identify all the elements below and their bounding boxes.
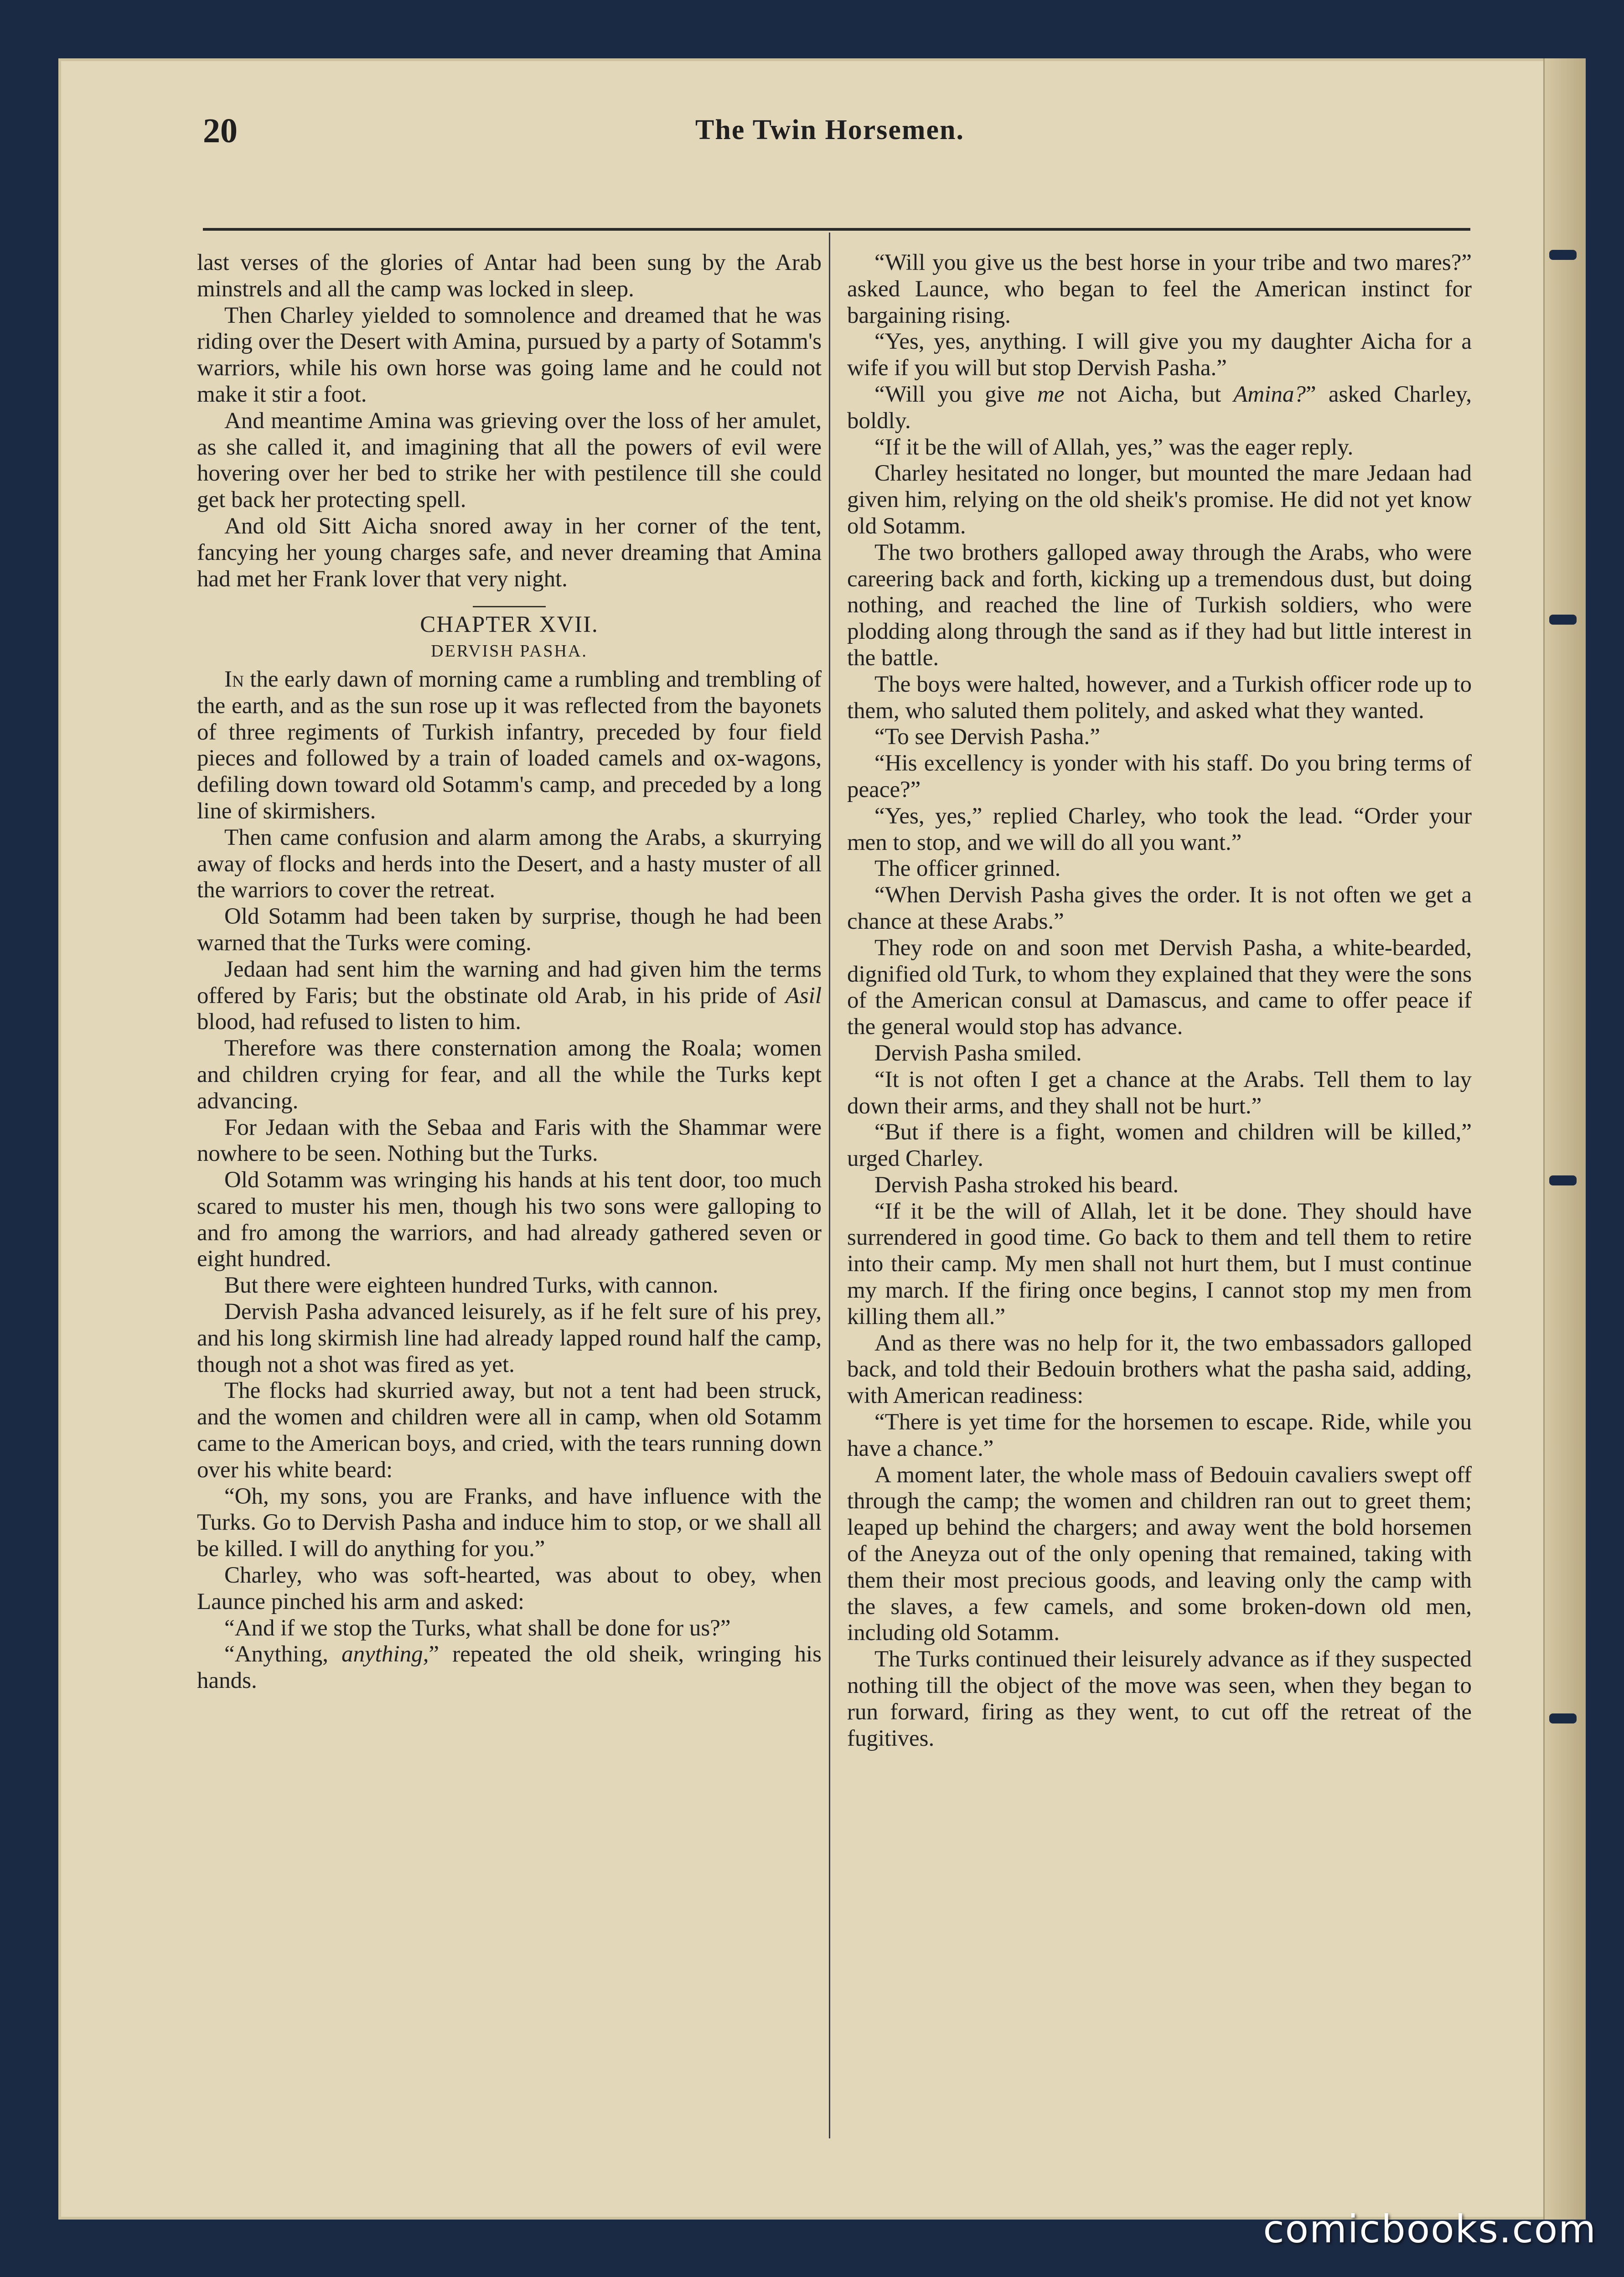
paragraph: The two brothers galloped away through the Arabs, who were careering back and forth, kicking up a tremendous dust, but doing nothing, and reached the line of Turkish soldiers, who were plodding along through the sand as if they had but little interest in the battle. — [847, 539, 1472, 671]
paragraph: “To see Dervish Pasha.” — [874, 724, 1100, 750]
paragraph: Old Sotamm was wringing his hands at his tent door, too much scared to muster his men, though his two sons were galloping to and fro among the warriors, and had already gathered seven or eight hundred. — [197, 1167, 822, 1272]
staple-mark — [1549, 250, 1577, 260]
paragraph: And as there was no help for it, the two embassadors galloped back, and told their Bedouin brothers what the pasha said, adding, with American readiness: — [847, 1330, 1472, 1409]
italic-word: me — [1037, 381, 1065, 407]
paragraph: “Yes, yes,” replied Charley, who took the lead. “Order your men to stop, and we will do all you want.” — [847, 803, 1472, 855]
paragraph-text: blood, had refused to listen to him. — [197, 1009, 522, 1035]
paragraph: “Oh, my sons, you are Franks, and have influence with the Turks. Go to Dervish Pasha and induce him to stop, or we shall all be killed. I will do anything for you.” — [197, 1483, 822, 1562]
right-column — [847, 250, 1472, 1752]
paragraph: They rode on and soon met Dervish Pasha, a white-bearded, dignified old Turk, to whom they explained that they were the sons of the American consul at Damascus, and came to offer peace if the general would stop has advance. — [847, 935, 1472, 1040]
paragraph: Then Charley yielded to somnolence and dreamed that he was riding over the Desert with Amina, pursued by a party of Sotamm's warriors, while his own horse was going lame and he could not make it stir a foot. — [197, 302, 822, 407]
paragraph — [197, 667, 822, 825]
paragraph: Old Sotamm had been taken by surprise, though he had been warned that the Turks were coming. — [197, 904, 822, 956]
site-watermark: comicbooks.com — [1263, 2207, 1597, 2251]
paragraph: The flocks had skurried away, but not a tent had been struck, and the women and children were all in camp, when old Sotamm came to the American boys, and cried, with the tears running down over his white beard: — [197, 1378, 822, 1483]
paragraph-text: “Anything, — [224, 1641, 342, 1667]
paragraph: The officer grinned. — [874, 856, 1061, 882]
paragraph: Dervish Pasha smiled. — [874, 1040, 1082, 1066]
staple-mark — [1549, 615, 1577, 625]
paragraph: Dervish Pasha advanced leisurely, as if he felt sure of his prey, and his long skirmish line had already lapped round half the camp, though not a shot was fired as yet. — [197, 1299, 822, 1377]
paragraph: “But if there is a fight, women and children will be killed,” urged Charley. — [847, 1119, 1472, 1172]
column-divider — [829, 233, 830, 2138]
chapter-title: CHAPTER XVII. — [420, 612, 599, 638]
lead-word: In — [224, 666, 244, 692]
left-column — [197, 250, 822, 1694]
paragraph: But there were eighteen hundred Turks, with cannon. — [224, 1273, 719, 1299]
paragraph — [847, 382, 1472, 435]
paragraph: Dervish Pasha stroked his beard. — [874, 1172, 1179, 1198]
paragraph: For Jedaan with the Sebaa and Faris with the Shammar were nowhere to be seen. Nothing but the Turks. — [197, 1114, 822, 1167]
chapter-heading — [197, 606, 822, 665]
paragraph: “Yes, yes, anything. I will give you my daughter Aicha for a wife if you will but stop Dervish Pasha.” — [847, 329, 1472, 381]
paragraph: The boys were halted, however, and a Turkish officer rode up to them, who saluted them politely, and asked what they wanted. — [847, 671, 1472, 724]
chapter-subtitle: DERVISH PASHA. — [431, 642, 588, 661]
staple-mark — [1549, 1713, 1577, 1723]
paragraph: “If it be the will of Allah, let it be done. They should have surrendered in good time. Go back to them and tell them to retire into their camp. My men shall not hurt them, but I must continue my march. If the firing once begins, I cannot stop my men from killing them all.” — [847, 1198, 1472, 1330]
paragraph — [197, 1641, 822, 1694]
paragraph-text: ” repeated the old sheik, wringing his hands. — [197, 1641, 822, 1694]
running-title: The Twin Horsemen. — [695, 114, 965, 145]
paragraph-text: “Will you give — [874, 381, 1038, 407]
paragraph: “If it be the will of Allah, yes,” was the eager reply. — [874, 434, 1354, 460]
paragraph: Then came confusion and alarm among the Arabs, a skurrying away of flocks and herds into the Desert, and a hasty muster of all the warriors to cover the retreat. — [197, 824, 822, 903]
paragraph: Charley hesitated no longer, but mounted the mare Jedaan had given him, relying on the old sheik's promise. He did not yet know old Sotamm. — [847, 461, 1472, 539]
paragraph — [197, 957, 822, 1035]
paragraph: “His excellency is yonder with his staff. Do you bring terms of peace?” — [847, 750, 1472, 802]
paragraph-text: the early dawn of morning came a rumbling and trembling of the earth, and as the sun rose up it was reflected from the bayonets of three regiments of Turkish infantry, preceded by four field pieces and followed by a train of loaded camels and ox-wagons, defiling down toward old Sotamm's camp, and preceded by a long line of skirmishers. — [197, 666, 822, 824]
paragraph-text: Jedaan had sent him the warning and had given him the terms offered by Faris; but the obstinate old Arab, in his pride of — [197, 956, 822, 1009]
italic-word: Asil — [785, 983, 822, 1009]
paragraph: “There is yet time for the horsemen to escape. Ride, while you have a chance.” — [847, 1409, 1472, 1461]
binding-gutter — [1543, 58, 1586, 2220]
paragraph: “When Dervish Pasha gives the order. It is not often we get a chance at these Arabs.” — [847, 882, 1472, 934]
paragraph: “Will you give us the best horse in your tribe and two mares?” asked Launce, who began to feel the American instinct for bargaining rising. — [847, 250, 1472, 328]
paragraph: And meantime Amina was grieving over the loss of her amulet, as she called it, and imagining that all the powers of evil were hovering over her bed to strike her with pestilence till she could get back her protecting spell. — [197, 408, 822, 513]
page-number: 20 — [203, 112, 238, 150]
paragraph: The Turks continued their leisurely advance as if they suspected nothing till the object of the move was seen, when they began to run forward, firing as they went, to cut off the retreat of the fugitives. — [847, 1646, 1472, 1751]
staple-mark — [1549, 1175, 1577, 1185]
italic-word: anything, — [341, 1641, 429, 1667]
paragraph: last verses of the glories of Antar had been sung by the Arab minstrels and all the camp was locked in sleep. — [197, 250, 822, 302]
header-rule — [203, 228, 1470, 231]
paragraph: Therefore was there consternation among the Roala; women and children crying for fear, and all the while the Turks kept advancing. — [197, 1035, 822, 1114]
paragraph: A moment later, the whole mass of Bedouin cavaliers swept off through the camp; the women and children ran out to greet them; leaped up behind the chargers; and away went the bold horsemen of the Aneyza out of the only opening that remained, taking with them their most precious goods, and leaving only the camp with the slaves, a few camels, and some broken-down old men, including old Sotamm. — [847, 1462, 1472, 1646]
paragraph: And old Sitt Aicha snored away in her corner of the tent, fancying her young charges safe, and never dreaming that Amina had met her Frank lover that very night. — [197, 513, 822, 592]
chapter-rule — [473, 606, 546, 607]
italic-word: Amina? — [1233, 381, 1306, 407]
page-header — [139, 111, 1461, 166]
paragraph-text: not Aicha, but — [1064, 381, 1234, 407]
paragraph: Charley, who was soft-hearted, was about to obey, when Launce pinched his arm and asked: — [197, 1563, 822, 1615]
paragraph: “And if we stop the Turks, what shall be done for us?” — [224, 1615, 731, 1641]
paragraph: “It is not often I get a chance at the Arabs. Tell them to lay down their arms, and they shall not be hurt.” — [847, 1066, 1472, 1119]
paragraph-text: ” asked Charley, boldly. — [847, 381, 1472, 434]
